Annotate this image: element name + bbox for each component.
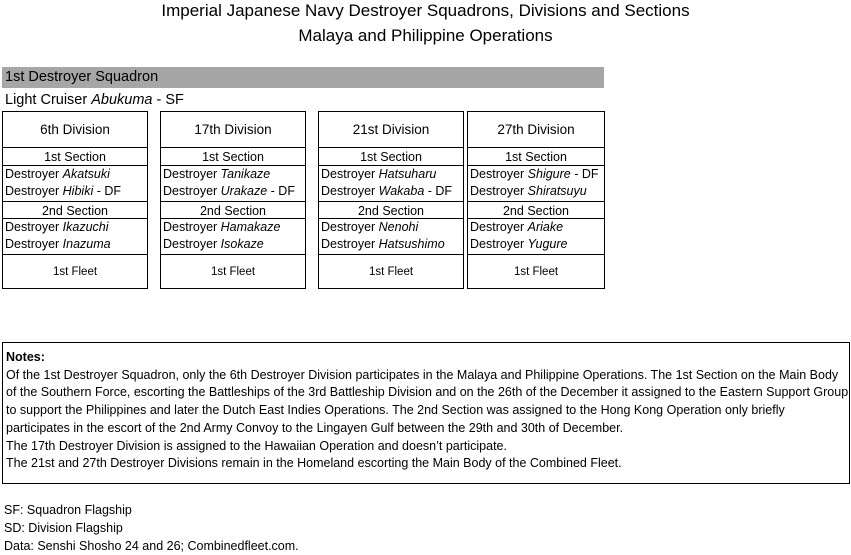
division-box-6th — [2, 111, 148, 289]
squadron-header: 1st Destroyer Squadron — [2, 67, 604, 88]
notes-paragraph: The 17th Destroyer Division is assigned to the Hawaiian Operation and doesn’t participate. — [6, 438, 507, 453]
squadron-flagship — [5, 91, 184, 109]
page-subtitle: Malaya and Philippine Operations — [298, 26, 553, 45]
division-title: 6th Division — [3, 112, 147, 148]
section-label: 1st Section — [3, 148, 147, 166]
section-label: 2nd Section — [468, 201, 604, 219]
fleet-label: 1st Fleet — [161, 254, 305, 290]
ship-entry: Destroyer Shiratsuyu — [470, 184, 587, 198]
notes-paragraph: The 21st and 27th Destroyer Divisions remain in the Homeland escorting the Main Body of the Combined Fleet. — [6, 456, 622, 471]
division-box-21st — [318, 111, 464, 289]
ship-entry: Destroyer Hatsuharu — [321, 167, 437, 181]
page-title: Imperial Japanese Navy Destroyer Squadrons, Divisions and Sections — [161, 1, 690, 20]
ship-entry: Destroyer Ikazuchi — [5, 220, 109, 234]
notes-box — [2, 342, 850, 484]
ship-entry: Destroyer Urakaze - DF — [163, 184, 295, 198]
section-label: 2nd Section — [319, 201, 463, 219]
ship-entry: Destroyer Hatsushimo — [321, 237, 445, 251]
notes-title: Notes: — [6, 350, 45, 364]
fleet-label: 1st Fleet — [468, 254, 604, 290]
division-title: 21st Division — [319, 112, 463, 148]
notes-paragraph: Of the 1st Destroyer Squadron, only the 6th Destroyer Division participates in the Malaya and Philippine Operations. The 1st Section on the Main Body of the Southern Force, escorting the Battleships of the 3rd Battleship Division and on the 26th of the December it assigned to the Eastern Support Group to support the Philippines and later the Dutch East Indies Operations. The 2nd Section was assigned to the Hong Kong Operation only briefly participates in the escort of the 2nd Army Convoy to the Lingayen Gulf between the 29th and 30th of December. — [6, 367, 849, 435]
section-label: 1st Section — [319, 148, 463, 166]
section-label: 2nd Section — [161, 201, 305, 219]
ship-entry: Destroyer Ariake — [470, 220, 564, 234]
fleet-label: 1st Fleet — [3, 254, 147, 290]
section-label: 2nd Section — [3, 201, 147, 219]
division-box-27th — [467, 111, 605, 289]
division-title: 17th Division — [161, 112, 305, 148]
data-source: Data: Senshi Shosho 24 and 26; Combinedfleet.com. — [4, 539, 299, 553]
legend-sf: SF: Squadron Flagship — [4, 503, 132, 517]
division-box-17th — [160, 111, 306, 289]
fleet-label: 1st Fleet — [319, 254, 463, 290]
ship-entry: Destroyer Hamakaze — [163, 220, 281, 234]
flagship-suffix: - SF — [152, 92, 184, 108]
legend-sd: SD: Division Flagship — [4, 521, 123, 535]
ship-entry: Destroyer Yugure — [470, 237, 568, 251]
ship-entry: Destroyer Tanikaze — [163, 167, 271, 181]
ship-entry: Destroyer Isokaze — [163, 237, 264, 251]
section-label: 1st Section — [161, 148, 305, 166]
flagship-prefix: Light Cruiser — [5, 92, 92, 108]
ship-entry: Destroyer Hibiki - DF — [5, 184, 121, 198]
ship-entry: Destroyer Wakaba - DF — [321, 184, 453, 198]
ship-entry: Destroyer Nenohi — [321, 220, 419, 234]
ship-entry: Destroyer Shigure - DF — [470, 167, 599, 181]
division-title: 27th Division — [468, 112, 604, 148]
ship-entry: Destroyer Akatsuki — [5, 167, 110, 181]
ship-entry: Destroyer Inazuma — [5, 237, 111, 251]
flagship-name: Abukuma — [91, 92, 153, 108]
section-label: 1st Section — [468, 148, 604, 166]
